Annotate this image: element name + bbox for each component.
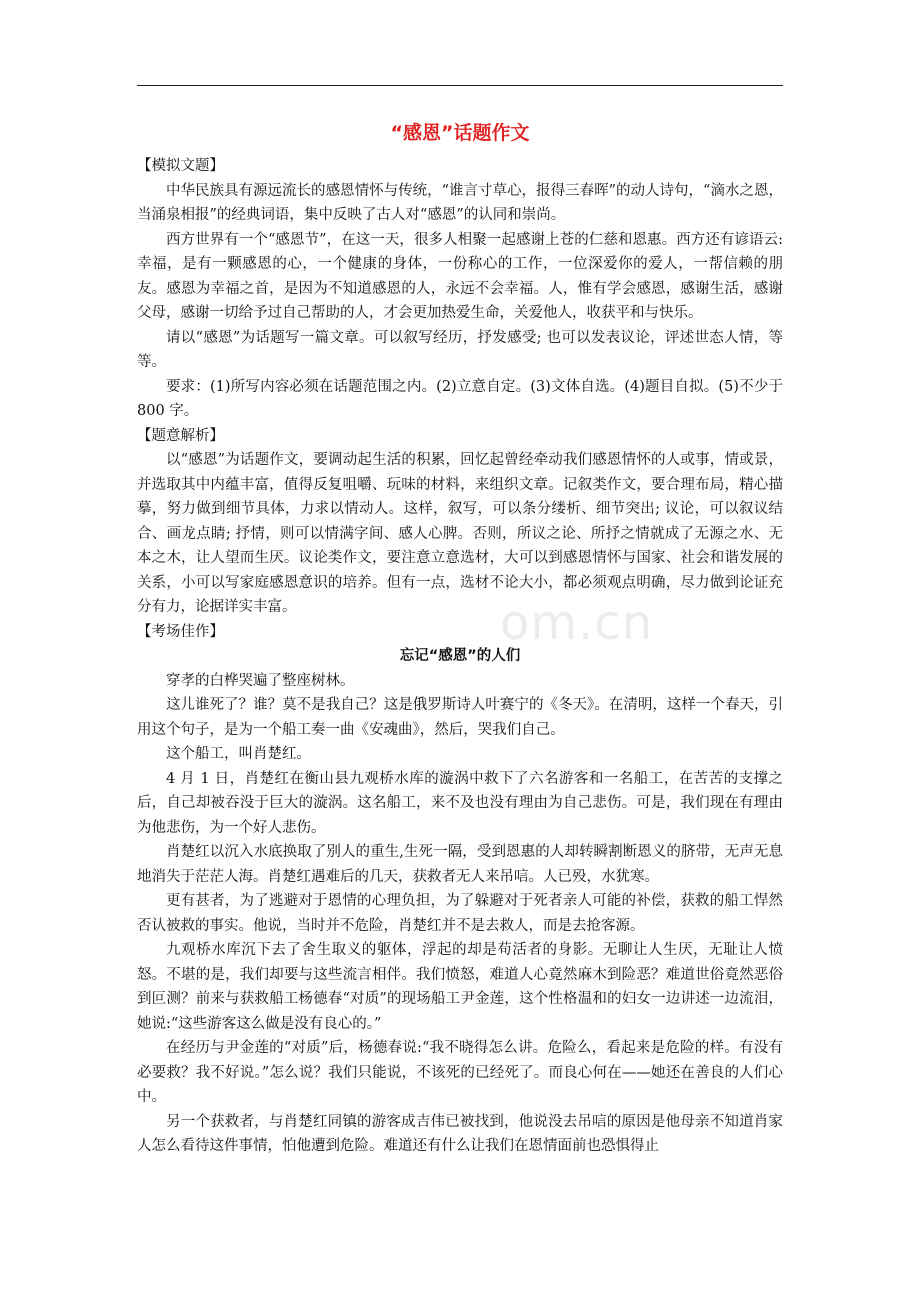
mock-paragraph: 中华民族具有源远流长的感恩情怀与传统，“谁言寸草心，报得三春晖”的动人诗句，“滴水之恩，当涌泉相报”的经典词语，集中反映了古人对“感恩”的认同和崇尚。 [137, 182, 783, 223]
document-body [137, 118, 783, 1159]
watermark: om.cn [500, 595, 654, 651]
essay-paragraph: 九观桥水库沉下去了舍生取义的躯体，浮起的却是苟活者的身影。无聊让人生厌，无耻让人愤怒。不堪的是，我们却要与这些流言相伴。我们愤怒，难道人心竟然麻木到险恶？难道世俗竟然恶俗到叵测？前来与获救船工杨德春“对质”的现场船工尹金莲，这个性格温和的妇女一边讲述一边流泪，她说:“这些游客这么做是没有良心的。” [137, 942, 783, 1032]
header-rule [137, 85, 783, 86]
essay-paragraph: 更有甚者，为了逃避对于恩情的心理负担，为了躲避对于死者亲人可能的补偿，获救的船工悍然否认被救的事实。他说，当时并不危险，肖楚红并不是去救人，而是去抢客源。 [137, 893, 783, 934]
section-heading-analysis: 【题意解析】 [137, 427, 224, 444]
mock-paragraph: 西方世界有一个“感恩节”，在这一天，很多人相聚一起感谢上苍的仁慈和恩惠。西方还有谚语云: 幸福，是有一颗感恩的心，一个健康的身体，一份称心的工作，一位深爱你的爱人，一帮信赖的朋友。感恩为幸福之首，是因为不知道感恩的人，永远不会幸福。人，惟有学会感恩，感谢生活，感谢父母，感谢一切给予过自己帮助的人，才会更加热爱生命，关爱他人，收获平和与快乐。 [137, 231, 783, 321]
mock-paragraph: 要求：(1)所写内容必须在话题范围之内。(2)立意自定。(3)文体自选。(4)题目自拟。(5)不少于 800 字。 [137, 378, 783, 419]
mock-paragraph: 请以“感恩”为话题写一篇文章。可以叙写经历，抒发感受; 也可以发表议论，评述世态人情，等等。 [137, 329, 783, 370]
essay-paragraph: 另一个获救者，与肖楚红同镇的游客成吉伟已被找到，他说没去吊唁的原因是他母亲不知道肖家人怎么看待这件事情，怕他遭到危险。难道还有什么让我们在恩情面前也恐惧得止 [137, 1113, 783, 1154]
essay-title: 忘记“感恩”的人们 [399, 648, 521, 664]
document-title: “感恩”话题作文 [390, 122, 530, 144]
analysis-paragraph: 以“感恩”为话题作文，要调动起生活的积累，回忆起曾经牵动我们感恩情怀的人或事，情或景，并选取其中内蕴丰富，值得反复咀嚼、玩味的材料，来组织文章。记叙类作文，要合理布局，精心描摹，努力做到细节具体，力求以情动人。这样，叙写，可以条分缕析、细节突出; 议论，可以叙议结合、画龙点睛; 抒情，则可以情满字间、感人心脾。否则，所议之论、所抒之情就成了无源之水、无本之木，让人望而生厌。议论类作文，要注意立意选材，大可以到感恩情怀与国家、社会和谐发展的关系，小可以写家庭感恩意识的培养。但有一点，选材不论大小，都必须观点明确，尽力做到论证充分有力，论据详实丰富。 [137, 452, 783, 615]
essay-paragraph: 4 月 1 日，肖楚红在衡山县九观桥水库的漩涡中救下了六名游客和一名船工，在苦苦的支撑之后，自己却被吞没于巨大的漩涡。这名船工，来不及也没有理由为自己悲伤。可是，我们现在有理由为他悲伤，为一个好人悲伤。 [137, 770, 783, 836]
section-heading-sample: 【考场佳作】 [137, 623, 224, 640]
essay-paragraph: 这儿谁死了？谁？莫不是我自己？这是俄罗斯诗人叶赛宁的《冬天》。在清明，这样一个春天，引用这个句子，是为一个船工奏一曲《安魂曲》，然后，哭我们自己。 [137, 697, 783, 738]
essay-paragraph: 这个船工，叫肖楚红。 [166, 746, 311, 762]
essay-paragraph: 肖楚红以沉入水底换取了别人的重生,生死一隔，受到恩惠的人却转瞬割断恩义的脐带，无声无息地消失于茫茫人海。肖楚红遇难后的几天，获救者无人来吊唁。人已殁，水犹寒。 [137, 844, 783, 885]
essay-paragraph: 在经历与尹金莲的“对质”后，杨德春说:“我不晓得怎么讲。危险么，看起来是危险的样。有没有必要救？我不好说。”怎么说？我们只能说，不该死的已经死了。而良心何在——她还在善良的人们心中。 [137, 1040, 783, 1105]
essay-paragraph: 穿孝的白桦哭遍了整座树林。 [166, 672, 355, 689]
section-heading-mock: 【模拟文题】 [137, 158, 224, 174]
